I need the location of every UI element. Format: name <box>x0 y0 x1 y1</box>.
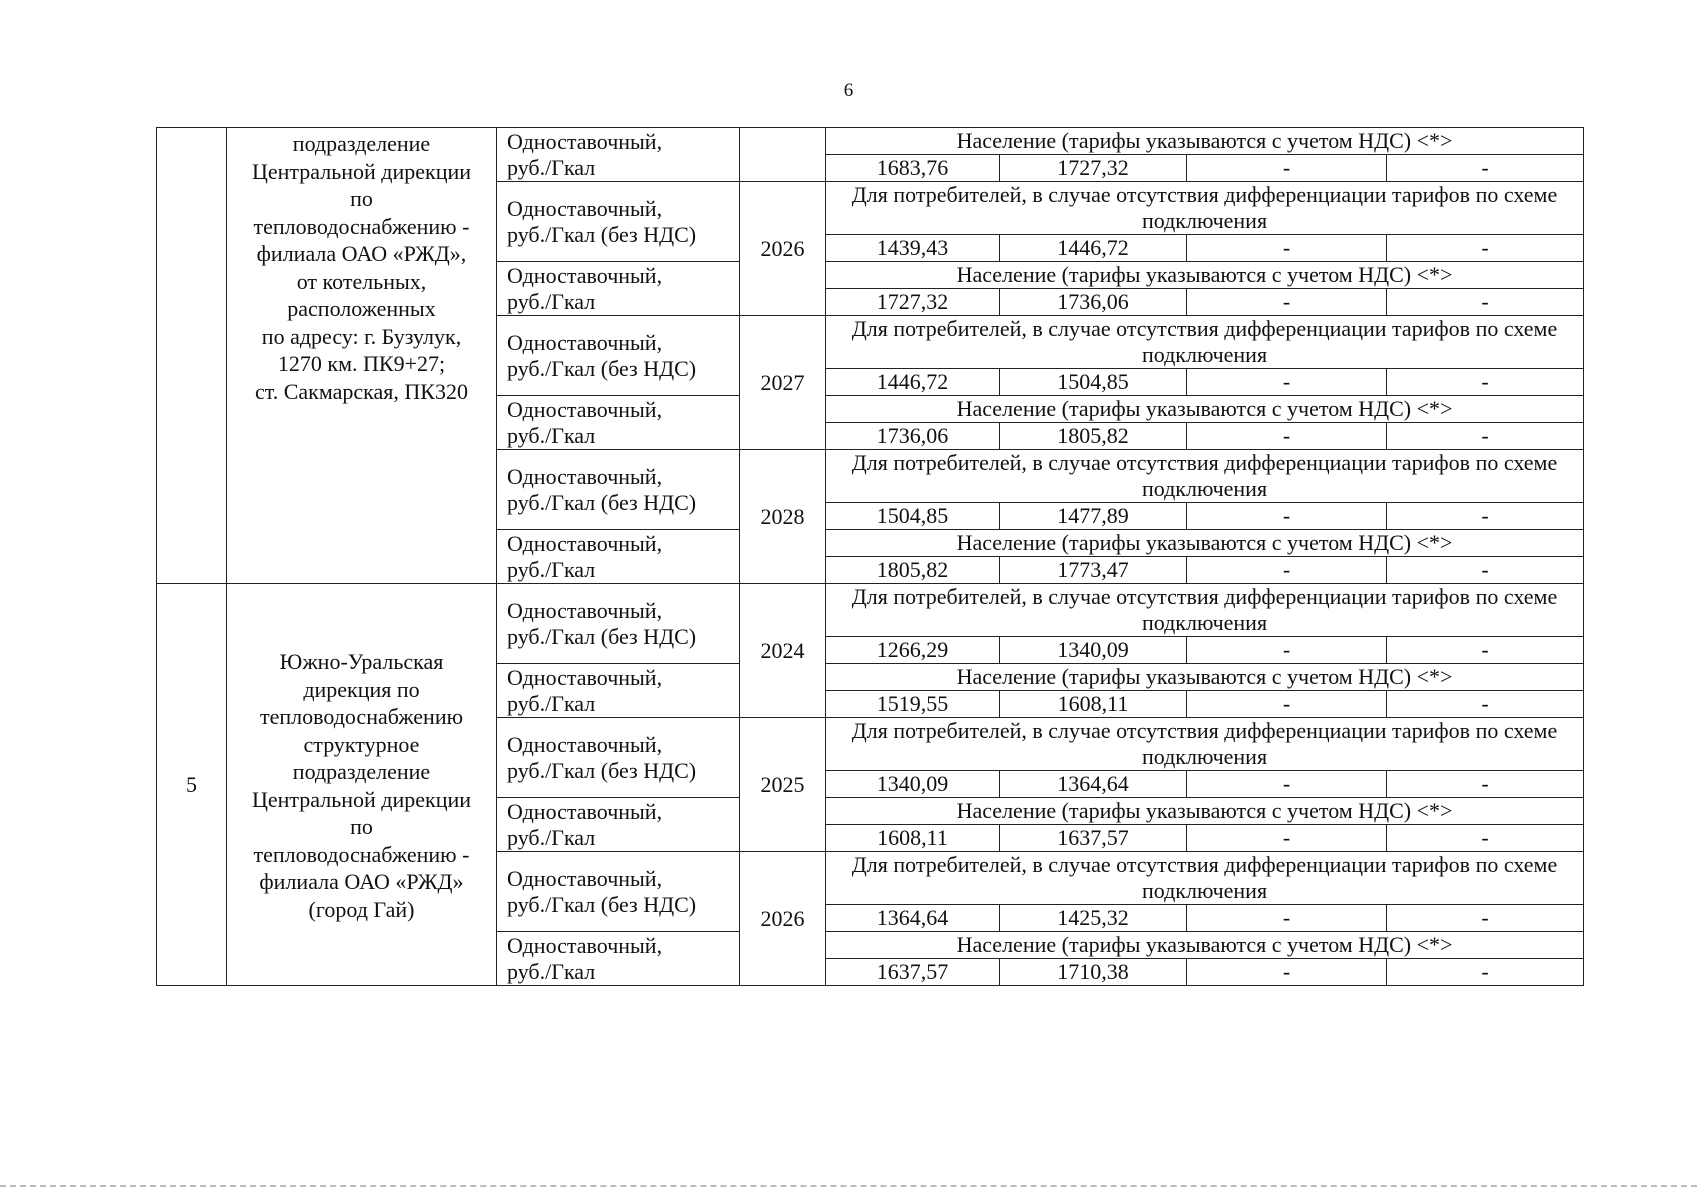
tariff-value: 1710,38 <box>1000 959 1187 986</box>
tariff-value: 1637,57 <box>1000 825 1187 852</box>
tariff-value: 1736,06 <box>1000 289 1187 316</box>
organization-name: подразделение Центральной дирекции по тепловодоснабжению - филиала ОАО «РЖД», от котельных, расположенных по адресу: г. Бузулук, 1270 км. ПК9+27; ст. Сакмарская, ПК320 <box>227 128 497 584</box>
row-number <box>157 128 227 584</box>
tariff-value: 1683,76 <box>826 155 1000 182</box>
tariff-type: Одноставочный, руб./Гкал (без НДС) <box>497 718 740 798</box>
consumer-category: Население (тарифы указываются с учетом НДС) <*> <box>826 262 1584 289</box>
consumer-category: Население (тарифы указываются с учетом НДС) <*> <box>826 396 1584 423</box>
tariff-value: - <box>1187 289 1387 316</box>
tariff-value: - <box>1387 905 1584 932</box>
tariff-value: 1519,55 <box>826 691 1000 718</box>
tariff-year: 2026 <box>740 852 826 986</box>
tariff-value: 1364,64 <box>1000 771 1187 798</box>
tariff-year: 2025 <box>740 718 826 852</box>
tariff-type: Одноставочный, руб./Гкал (без НДС) <box>497 450 740 530</box>
tariff-category-row <box>157 128 1584 155</box>
tariff-year: 2026 <box>740 182 826 316</box>
tariff-value: - <box>1187 557 1387 584</box>
consumer-category: Население (тарифы указываются с учетом НДС) <*> <box>826 798 1584 825</box>
tariff-value: - <box>1187 155 1387 182</box>
consumer-category: Население (тарифы указываются с учетом НДС) <*> <box>826 664 1584 691</box>
tariff-value: - <box>1387 637 1584 664</box>
tariff-value: 1266,29 <box>826 637 1000 664</box>
tariff-year: 2024 <box>740 584 826 718</box>
tariff-type: Одноставочный, руб./Гкал (без НДС) <box>497 852 740 932</box>
tariff-value: - <box>1187 959 1387 986</box>
consumer-category: Для потребителей, в случае отсутствия дифференциации тарифов по схеме подключения <box>826 852 1584 905</box>
tariff-value: - <box>1387 369 1584 396</box>
tariff-value: 1608,11 <box>1000 691 1187 718</box>
tariff-value: 1727,32 <box>826 289 1000 316</box>
tariff-value: 1504,85 <box>1000 369 1187 396</box>
tariff-value: - <box>1187 771 1387 798</box>
consumer-category: Для потребителей, в случае отсутствия дифференциации тарифов по схеме подключения <box>826 450 1584 503</box>
consumer-category: Население (тарифы указываются с учетом НДС) <*> <box>826 932 1584 959</box>
consumer-category: Для потребителей, в случае отсутствия дифференциации тарифов по схеме подключения <box>826 584 1584 637</box>
tariff-type: Одноставочный, руб./Гкал (без НДС) <box>497 316 740 396</box>
tariff-value: - <box>1187 503 1387 530</box>
tariff-type: Одноставочный, руб./Гкал <box>497 128 740 182</box>
tariff-type: Одноставочный, руб./Гкал <box>497 664 740 718</box>
page-number: 6 <box>843 80 854 101</box>
consumer-category: Население (тарифы указываются с учетом НДС) <*> <box>826 530 1584 557</box>
tariff-value: - <box>1387 691 1584 718</box>
tariff-value: - <box>1187 691 1387 718</box>
tariff-value: 1637,57 <box>826 959 1000 986</box>
table-body <box>157 128 1584 986</box>
tariff-value: 1446,72 <box>1000 235 1187 262</box>
tariff-value: - <box>1187 905 1387 932</box>
tariff-value: 1805,82 <box>1000 423 1187 450</box>
tariff-year: 2028 <box>740 450 826 584</box>
tariff-value: - <box>1387 503 1584 530</box>
tariff-value: 1477,89 <box>1000 503 1187 530</box>
tariff-value: - <box>1187 235 1387 262</box>
tariff-value: - <box>1187 637 1387 664</box>
tariff-type: Одноставочный, руб./Гкал (без НДС) <box>497 584 740 664</box>
tariff-value: - <box>1387 155 1584 182</box>
tariff-value: 1340,09 <box>1000 637 1187 664</box>
tariff-value: 1439,43 <box>826 235 1000 262</box>
consumer-category: Население (тарифы указываются с учетом НДС) <*> <box>826 128 1584 155</box>
tariff-value: 1340,09 <box>826 771 1000 798</box>
consumer-category: Для потребителей, в случае отсутствия дифференциации тарифов по схеме подключения <box>826 718 1584 771</box>
tariff-value: 1425,32 <box>1000 905 1187 932</box>
tariff-category-row <box>157 584 1584 637</box>
row-number: 5 <box>157 584 227 986</box>
tariff-type: Одноставочный, руб./Гкал <box>497 798 740 852</box>
scan-edge-line <box>0 1185 1697 1187</box>
tariff-value: 1446,72 <box>826 369 1000 396</box>
tariff-value: 1727,32 <box>1000 155 1187 182</box>
tariff-value: - <box>1387 825 1584 852</box>
tariff-year: 2027 <box>740 316 826 450</box>
tariff-year <box>740 128 826 182</box>
tariff-value: 1608,11 <box>826 825 1000 852</box>
tariff-value: - <box>1387 959 1584 986</box>
tariff-value: - <box>1387 771 1584 798</box>
tariff-type: Одноставочный, руб./Гкал <box>497 262 740 316</box>
tariff-value: 1805,82 <box>826 557 1000 584</box>
tariff-value: 1364,64 <box>826 905 1000 932</box>
tariff-type: Одноставочный, руб./Гкал <box>497 396 740 450</box>
tariff-value: - <box>1387 557 1584 584</box>
tariff-value: - <box>1387 235 1584 262</box>
tariff-type: Одноставочный, руб./Гкал <box>497 932 740 986</box>
tariff-value: - <box>1187 825 1387 852</box>
tariff-value: 1773,47 <box>1000 557 1187 584</box>
organization-name: Южно-Уральская дирекция по тепловодоснабжению структурное подразделение Центральной дирекции по тепловодоснабжению - филиала ОАО «РЖД» (город Гай) <box>227 584 497 986</box>
tariff-value: - <box>1187 423 1387 450</box>
tariff-value: - <box>1387 289 1584 316</box>
consumer-category: Для потребителей, в случае отсутствия дифференциации тарифов по схеме подключения <box>826 182 1584 235</box>
tariff-value: 1736,06 <box>826 423 1000 450</box>
tariff-value: - <box>1187 369 1387 396</box>
tariff-type: Одноставочный, руб./Гкал (без НДС) <box>497 182 740 262</box>
tariff-table <box>156 127 1584 986</box>
consumer-category: Для потребителей, в случае отсутствия дифференциации тарифов по схеме подключения <box>826 316 1584 369</box>
tariff-value: 1504,85 <box>826 503 1000 530</box>
tariff-type: Одноставочный, руб./Гкал <box>497 530 740 584</box>
tariff-value: - <box>1387 423 1584 450</box>
